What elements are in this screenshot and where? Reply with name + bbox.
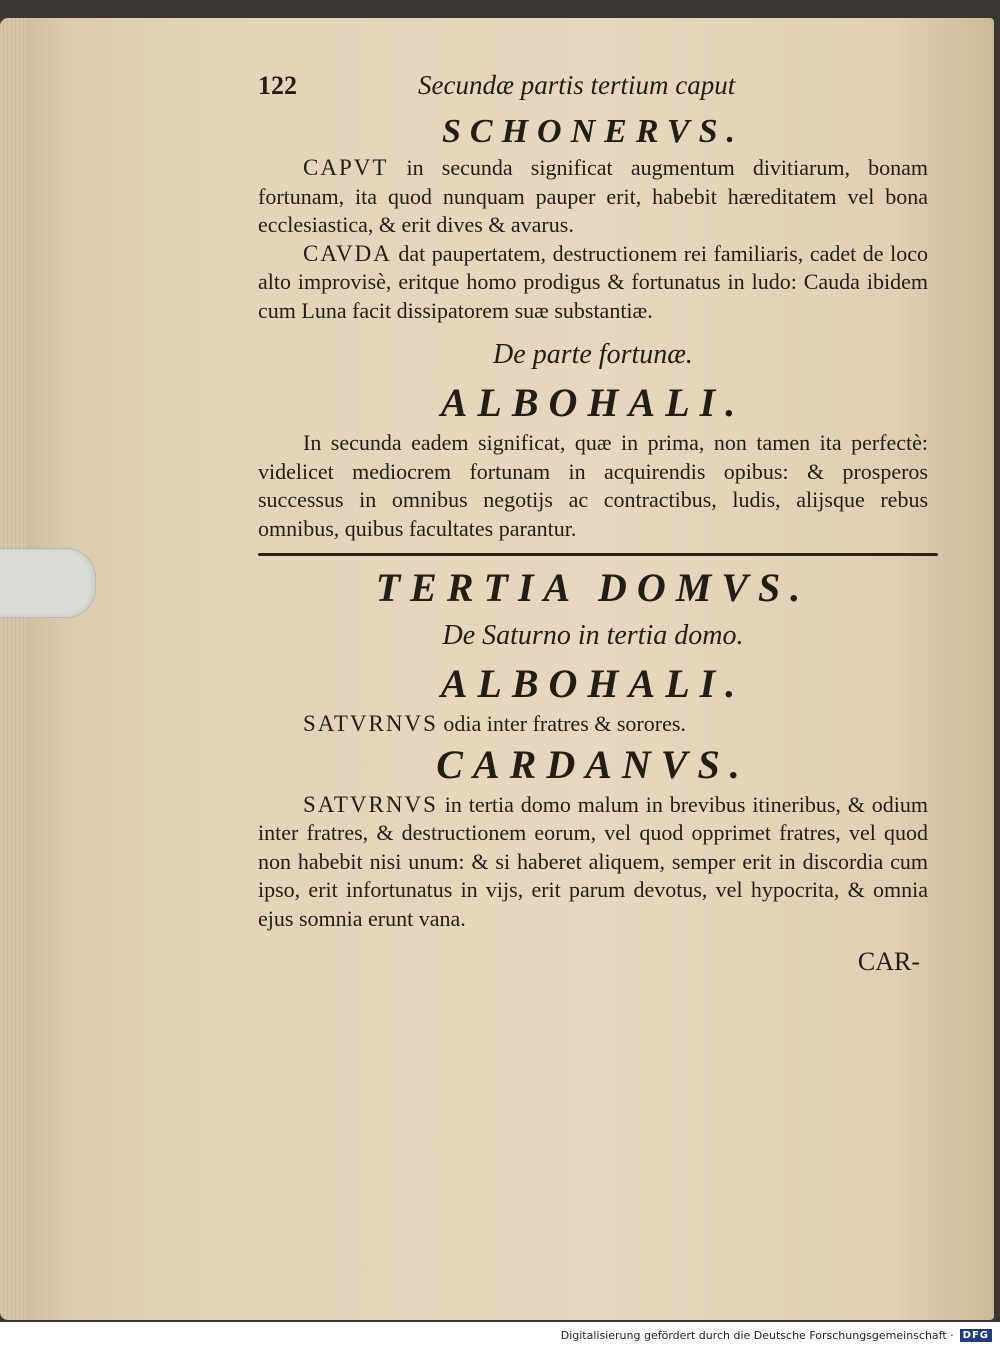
lead-word: CAVDA [303,240,392,266]
footer-text: Digitalisierung gefördert durch die Deutsche Forschungsgemeinschaft · [560,1328,954,1342]
section-title-schonerus: SCHONERVS. [442,113,744,150]
line-text: odia inter fratres & sorores. [437,711,686,736]
running-head-title: Secundæ partis tertium caput [418,70,736,100]
paragraph-text: in tertia domo malum in brevibus itineribus, & odium inter fratres, & destructionem eorum, vel quod opprimet fratres, vel quod non habebit nisi unum: & si haberet aliquem, semper erit in discordia cum ipso, erit infortunatus in vijs, erit parum devotus, vel hypocrita, & omnia ejus somnia erunt vana. [258,791,928,931]
page-clip [0,548,96,618]
line-saturnus-odia [258,710,928,739]
page-edges [0,18,26,1320]
page-text [258,70,928,977]
author-cardanus: CARDANVS. [436,741,750,787]
running-head [258,70,928,110]
digitization-footer [0,1322,1000,1348]
subtitle-de-parte-fortunae: De parte fortunæ. [493,339,693,370]
page-number: 122 [258,71,297,100]
lead-word: CAPVT [303,155,389,180]
paragraph-saturnus [258,791,928,934]
lead-word: SATVRNVS [303,791,438,817]
paragraph-fortunae: In secunda eadem significat, quæ in prima, non tamen ita perfectè: videlicet mediocrem fortunam in acquirendis opibus: & prosperos successus in omnibus negotijs ac contractibus, ludis, alijsque rebus omnibus, quibus facultates parantur. [258,430,928,541]
section-title-tertia-domus: TERTIA DOMVS. [375,565,811,610]
author-albohali-2: ALBOHALI. [440,661,746,706]
lead-word: SATVRNVS [303,711,438,736]
paragraph-text: dat paupertatem, destructionem rei familiaris, cadet de loco alto improvisè, eritque homo prodigus & fortunatus in ludo: Cauda ibidem cum Luna facit dissipatorem suæ substantiæ. [258,240,928,323]
divider-rule [258,553,938,556]
paragraph-text: in secunda significat augmentum divitiarum, bonam fortunam, ita quod nunquam pauper erit, habebit hæreditatem vel bona ecclesiastica, & erit dives & avarus. [258,155,928,237]
paragraph-caput [258,154,928,240]
catchword: CAR- [857,947,920,976]
paragraph-cauda [258,240,928,326]
author-albohali: ALBOHALI. [440,380,746,425]
subtitle-de-saturno: De Saturno in tertia domo. [442,620,744,651]
dfg-logo: DFG [960,1329,992,1342]
